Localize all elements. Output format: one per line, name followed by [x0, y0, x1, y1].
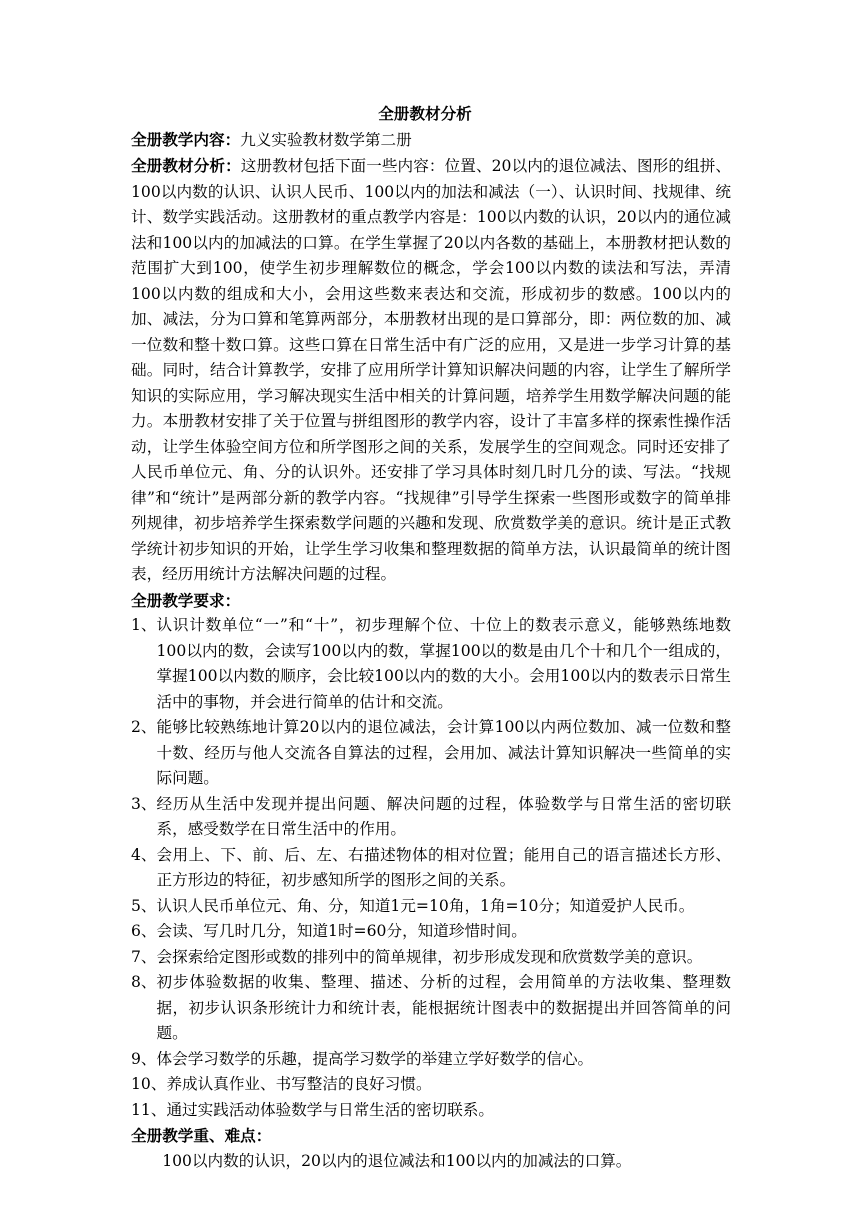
content-value: 九义实验教材数学第二册 [240, 130, 412, 149]
requirement-text: 会探索给定图形或数的排列中的简单规律，初步形成发现和欣赏数学美的意识。 [156, 947, 703, 966]
requirement-text: 经历从生活中发现并提出问题、解决问题的过程，体验数学与日常生活的密切联系，感受数学在日常生活中的作用。 [156, 794, 731, 838]
requirement-text: 认识人民币单位元、角、分，知道1元=10角，1角=10分；知道爱护人民币。 [156, 896, 695, 915]
analysis-text: 这册教材包括下面一些内容：位置、20以内的退位减法、图形的组拼、100以内数的认识、认识人民币、100以内的加法和减法（一）、认识时间、找规律、统计、数学实践活动。这册教材的重点教学内容是：100以内数的认识，20以内的通位减法和100以内的加减法的口算。在学生掌握了20以内各数的基础上，本册教材把认数的范围扩大到100，使学生初步理解数位的概念，学会100以内数的读法和写法，弄清100以内数的组成和大小，会用这些数来表达和交流，形成初步的数感。100以内的加、减法，分为口算和笔算两部分，本册教材出现的是口算部分，即：两位数的加、减一位数和整十数口算。这些口算在日常生活中有广泛的应用，又是进一步学习计算的基础。同时，结合计算教学，安排了应用所学计算知识解决问题的内容，让学生了解所学知识的实际应用，学习解决现实生活中相关的计算问题，培养学生用数学解决问题的能力。本册教材安排了关于位置与拼组图形的教学内容，设计了丰富多样的探索性操作活动，让学生体验空间方位和所学图形之间的关系，发展学生的空间观念。同时还安排了人民币单位元、角、分的认识外。还安排了学习具体时刻几时几分的读、写法。“找规律”和“统计”是两部分新的教学内容。“找规律”引导学生探索一些图形或数字的简单排列规律，初步培养学生探索数学问题的兴趣和发现、欣赏数学美的意识。统计是正式教学统计初步知识的开始，让学生学习收集和整理数据的简单方法，认识最简单的统计图表，经历用统计方法解决问题的过程。 [131, 157, 731, 583]
requirement-number: 7、 [131, 947, 157, 966]
requirement-number: 8、 [131, 973, 157, 991]
requirement-number: 6、 [131, 922, 157, 940]
document-title: 全册教材分析 [378, 104, 472, 123]
analysis-paragraph [131, 153, 731, 588]
requirement-item [131, 1098, 731, 1124]
requirement-text: 体会学习数学的乐趣，提高学习数学的举建立学好数学的信心。 [156, 1049, 594, 1068]
requirement-item [131, 1047, 731, 1073]
content-label: 全册教学内容： [131, 129, 241, 149]
requirement-number: 4、 [131, 845, 157, 864]
requirement-item [131, 843, 731, 894]
analysis-label: 全册教材分析： [131, 156, 241, 175]
keypoints-label: 全册教学重、难点： [131, 1126, 272, 1145]
requirement-text: 通过实践活动体验数学与日常生活的密切联系。 [166, 1100, 494, 1119]
requirement-text: 认识计数单位“一”和“十”，初步理解个位、十位上的数表示意义，能够熟练地数100以内的数，会读写100以内的数，掌握100以的数是由几个十和几个一组成的，掌握100以内数的顺序，会比较100以内的数的大小。会用100以内的数表示日常生活中的事物，并会进行简单的估计和交流。 [156, 616, 731, 711]
requirement-number: 9、 [131, 1049, 157, 1068]
requirement-item [131, 894, 731, 920]
requirement-text: 养成认真作业、书写整洁的良好习惯。 [166, 1075, 432, 1093]
keypoints-text: 100以内数的认识，20以内的退位减法和100以内的加减法的口算。 [162, 1151, 632, 1170]
requirement-text: 会读、写几时几分，知道1时=60分，知道珍惜时间。 [156, 922, 527, 940]
requirement-number: 3、 [131, 794, 157, 813]
requirement-item [131, 919, 731, 945]
document-page [131, 101, 731, 1174]
requirement-text: 能够比较熟练地计算20以内的退位减法，会计算100以内两位数加、减一位数和整十数、经历与他人交流各自算法的过程，会用加、减法计算知识解决一些简单的实际问题。 [156, 718, 731, 787]
requirement-text: 初步体验数据的收集、整理、描述、分析的过程，会用简单的方法收集、整理数据，初步认识条形统计力和统计表，能根据统计图表中的数据提出并回答简单的问题。 [156, 973, 731, 1042]
requirement-item [131, 1072, 731, 1098]
requirement-number: 11、 [131, 1100, 167, 1119]
content-line [131, 127, 731, 154]
requirements-list [131, 613, 731, 1123]
requirement-text: 会用上、下、前、后、左、右描述物体的相对位置；能用自己的语言描述长方形、正方形边的特征，初步感知所学的图形之间的关系。 [156, 845, 731, 889]
requirement-item [131, 715, 731, 792]
requirements-label: 全册教学要求： [131, 590, 241, 610]
requirement-item [131, 613, 731, 715]
requirement-item [131, 970, 731, 1047]
requirement-item [131, 945, 731, 971]
requirement-item [131, 792, 731, 843]
requirement-number: 1、 [131, 616, 157, 634]
requirement-number: 5、 [131, 896, 157, 915]
requirement-number: 2、 [131, 718, 157, 736]
requirement-number: 10、 [131, 1075, 167, 1093]
